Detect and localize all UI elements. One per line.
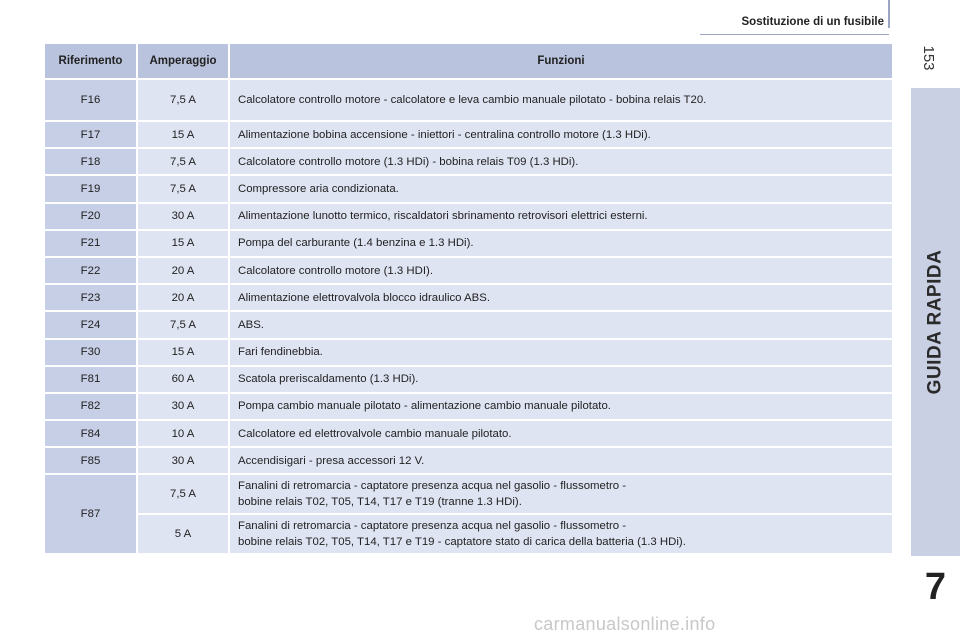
- table-row: [45, 311, 892, 338]
- fuse-reference: F82: [45, 393, 137, 420]
- fuse-function-line: Fanalini di retromarcia - captatore presenza acqua nel gasolio - flussometro -: [238, 480, 627, 493]
- fuse-amperage: 15 A: [137, 121, 229, 148]
- fuse-function: Pompa del carburante (1.4 benzina e 1.3 HDi).: [229, 230, 892, 257]
- fuse-reference: F87: [45, 474, 137, 554]
- fuse-amperage: 20 A: [137, 257, 229, 284]
- table-row: [45, 79, 892, 121]
- table-row: [45, 284, 892, 311]
- fuse-amperage: 7,5 A: [137, 474, 229, 514]
- table-row: [45, 148, 892, 175]
- fuse-reference: F85: [45, 447, 137, 474]
- fuse-reference: F24: [45, 311, 137, 338]
- chapter-side-tab: [911, 88, 960, 556]
- fuse-reference: F20: [45, 203, 137, 230]
- fuse-table: [45, 44, 892, 555]
- table-row: [45, 203, 892, 230]
- fuse-function: Calcolatore ed elettrovalvole cambio manuale pilotato.: [229, 420, 892, 447]
- fuse-function: Fari fendinebbia.: [229, 339, 892, 366]
- fuse-function: Alimentazione lunotto termico, riscaldatori sbrinamento retrovisori elettrici esterni.: [229, 203, 892, 230]
- fuse-amperage: 7,5 A: [137, 175, 229, 202]
- fuse-amperage: 60 A: [137, 366, 229, 393]
- chapter-label-text: GUIDA RAPIDA: [924, 249, 946, 395]
- page-number: 153: [920, 45, 937, 71]
- table-row: [45, 175, 892, 202]
- table-row: [45, 339, 892, 366]
- fuse-function-line: Fanalini di retromarcia - captatore presenza acqua nel gasolio - flussometro -: [238, 520, 627, 533]
- fuse-function: Calcolatore controllo motore (1.3 HDI).: [229, 257, 892, 284]
- table-row: [45, 514, 892, 554]
- fuse-function: Scatola preriscaldamento (1.3 HDi).: [229, 366, 892, 393]
- fuse-amperage: 7,5 A: [137, 148, 229, 175]
- table-row: [45, 230, 892, 257]
- fuse-reference: F30: [45, 339, 137, 366]
- table-row: [45, 420, 892, 447]
- fuse-function: Accendisigari - presa accessori 12 V.: [229, 447, 892, 474]
- header-divider: [888, 0, 890, 28]
- table-row: [45, 447, 892, 474]
- table-row: [45, 393, 892, 420]
- fuse-function: [229, 474, 892, 514]
- fuse-function: Pompa cambio manuale pilotato - alimentazione cambio manuale pilotato.: [229, 393, 892, 420]
- fuse-amperage: 20 A: [137, 284, 229, 311]
- fuse-amperage: 5 A: [137, 514, 229, 554]
- table-header-row: [45, 44, 892, 79]
- header-rule: [700, 34, 889, 35]
- fuse-amperage: 7,5 A: [137, 311, 229, 338]
- fuse-reference: F16: [45, 79, 137, 121]
- fuse-reference: F17: [45, 121, 137, 148]
- fuse-function: Compressore aria condizionata.: [229, 175, 892, 202]
- section-title: Sostituzione di un fusibile: [741, 16, 884, 28]
- table-row: [45, 474, 892, 514]
- fuse-amperage: 15 A: [137, 339, 229, 366]
- column-header-reference: Riferimento: [45, 44, 137, 79]
- fuse-amperage: 7,5 A: [137, 79, 229, 121]
- chapter-number: 7: [924, 566, 947, 608]
- fuse-amperage: 15 A: [137, 230, 229, 257]
- watermark: carmanualsonline.info: [534, 614, 716, 634]
- column-header-functions: Funzioni: [229, 44, 892, 79]
- fuse-function: Calcolatore controllo motore (1.3 HDi) - bobina relais T09 (1.3 HDi).: [229, 148, 892, 175]
- fuse-reference: F18: [45, 148, 137, 175]
- fuse-reference: F84: [45, 420, 137, 447]
- fuse-amperage: 10 A: [137, 420, 229, 447]
- fuse-reference: F23: [45, 284, 137, 311]
- fuse-function-line: bobine relais T02, T05, T14, T17 e T19 (tranne 1.3 HDi).: [238, 496, 522, 509]
- fuse-function: Alimentazione elettrovalvola blocco idraulico ABS.: [229, 284, 892, 311]
- fuse-function: [229, 514, 892, 554]
- fuse-function: Alimentazione bobina accensione - iniettori - centralina controllo motore (1.3 HDi).: [229, 121, 892, 148]
- chapter-label: [911, 88, 960, 556]
- fuse-amperage: 30 A: [137, 203, 229, 230]
- fuse-reference: F81: [45, 366, 137, 393]
- fuse-reference: F19: [45, 175, 137, 202]
- fuse-amperage: 30 A: [137, 447, 229, 474]
- table-row: [45, 257, 892, 284]
- table-row: [45, 121, 892, 148]
- fuse-function-line: bobine relais T02, T05, T14, T17 e T19 - captatore stato di carica della batteria (1.3 HDi).: [238, 536, 686, 549]
- fuse-reference: F21: [45, 230, 137, 257]
- table-row: [45, 366, 892, 393]
- column-header-amperage: Amperaggio: [137, 44, 229, 79]
- fuse-reference: F22: [45, 257, 137, 284]
- fuse-function: ABS.: [229, 311, 892, 338]
- fuse-amperage: 30 A: [137, 393, 229, 420]
- fuse-function: Calcolatore controllo motore - calcolatore e leva cambio manuale pilotato - bobina relais T20.: [229, 79, 892, 121]
